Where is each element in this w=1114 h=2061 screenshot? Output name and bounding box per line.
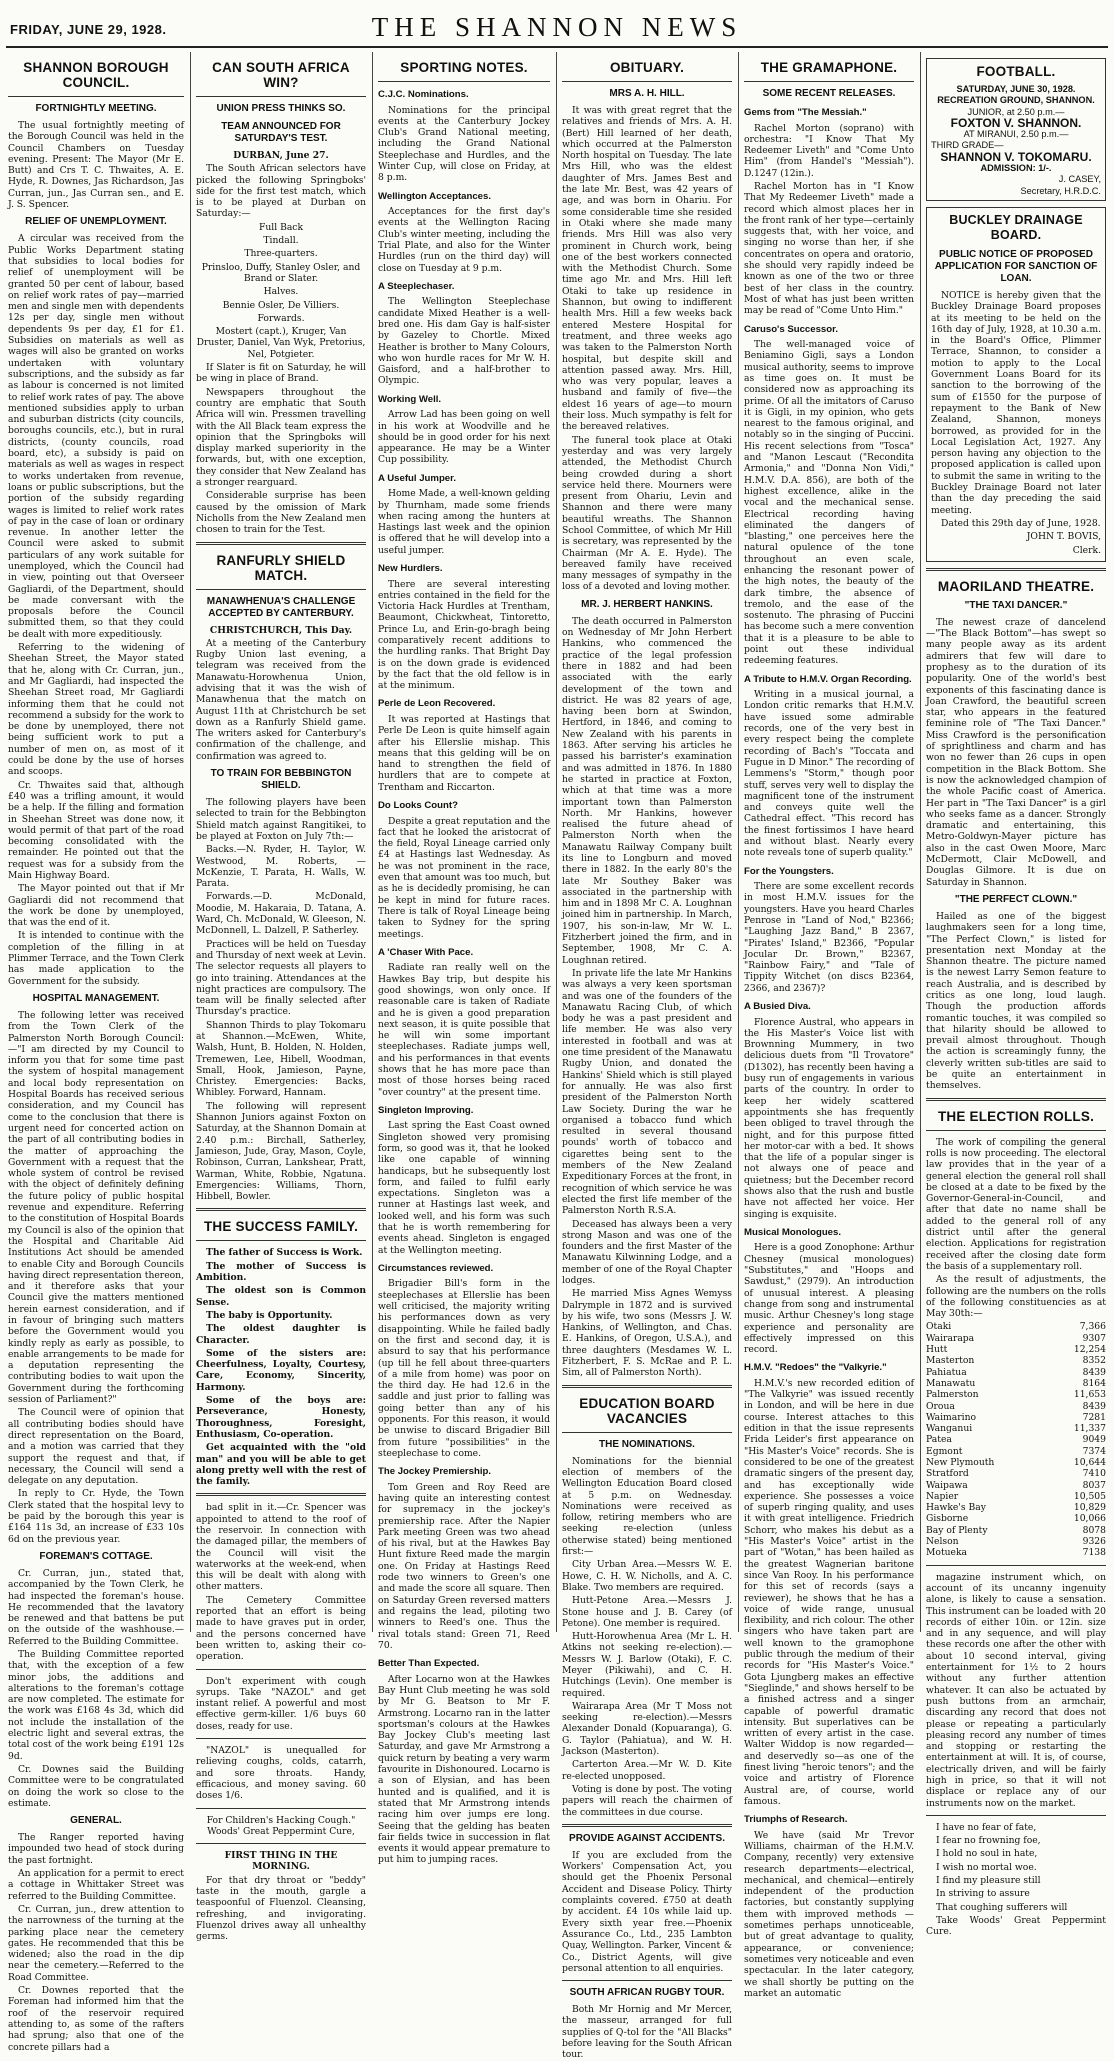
- paragraph: An application for a permit to erect a cottage in Whittaker Street was referred to the Building Committee.: [8, 1868, 184, 1902]
- paragraph: There are some excellent records in most H.M.V. issues for the youngsters. Have you heard Charles Penrose in "Land of Nod," B2366; "Laughing Jazz Band," B 2367, "Pirates' Island," B2366, "Popular Jocular Dr. Brown," B2367, "Rainbow Fairy," and "Tale of Tippity Witchet (on discs B2364, 2366, and 2367)?: [744, 881, 914, 994]
- paragraph: It was reported at Hastings that Perle De Leon is quite himself again after his Ellerslie mishap. This means that this gelding will be on hand to strengthen the field of hurdlers that are to compete at Trentham and Riccarton.: [378, 713, 550, 793]
- team-position: Halves.: [263, 286, 299, 298]
- constituency-name: Wairarapa: [926, 1332, 975, 1344]
- paragraph: There are several interesting entries contained in the field for the Victoria Hack Hurdles at Trentham, Beaumont, Chickwheat, Tintoretto, Prince Lu, and Erin-go-bragh being comparatively recent additions to the hurdling ranks. That Bright Day is on the down grade is evidenced by the fact that the old fellow is in at the minimum.: [378, 578, 550, 692]
- family-line: The oldest son is Common Sense.: [196, 1285, 366, 1308]
- paragraph: Newspapers throughout the country are emphatic that South Africa will win. Pressmen travelling with the All Black team express the opinion that the Springboks will display marked superiority in the forwards, but, with one exception, they consider that New Zealand has a stronger rearguard.: [196, 386, 366, 489]
- football-advert: [926, 58, 1106, 201]
- family-line: The oldest daughter is Character.: [196, 1323, 366, 1346]
- constituency-name: Nelson: [926, 1536, 959, 1548]
- subheading: Circumstances reviewed.: [378, 1262, 494, 1274]
- paragraph: Cr. Curran, jun., drew attention to the narrowness of the turning at the parking place near the cemetery gates. He recommended that this be widened; also the road in the dip near the cemetery.—Referred to the Road Committee.: [8, 1903, 184, 1983]
- constituency-name: Otaki: [926, 1321, 952, 1333]
- verse-line: I have no fear of fate,: [936, 1821, 1037, 1833]
- paragraph: Cr. Downes reported that the Foreman had informed him that the roof of the reservoir required attending to, as some of the rafters had sprung; also that one of the concrete pillars had a: [8, 1985, 184, 2053]
- paragraph: Considerable surprise has been caused by the omission of Mark Nicholls from the New Zealand men chosen to train for the Test.: [196, 490, 366, 536]
- paragraph: Arrow Lad has been going on well in his work at Woodville and he should be in good order for his next appearance. He may be a Winter Cup possibility.: [378, 409, 550, 466]
- subheading: Perle de Leon Recovered.: [378, 698, 496, 710]
- paragraph: Backs.—N. Ryder, H. Taylor, W. Westwood, M. Roberts, — McKenzie, T. Parata, H. Walls, W. Parata.: [196, 844, 366, 890]
- paragraph: The well-managed voice of Beniamino Gigli, says a London musical authority, seems to improve as time goes on. It must be considered now as approaching its prime. Of all the imitators of Caruso it is Gigli, in my opinion, who gets nearest to the famous original, and notably so in the singing of Puccini. His recent selections from "Tosca" and "Manon Lescaut ("Recondita Armonia," and "Donna Non Vidi," H.M.V. D.A. 856), are both of the highest excellence, alike in the vocal and the mechanical sense. Electrical recording having eliminated the dangers of "blasting," one perceives here the natural opulence of the tone throughout an even scale, enhancing the resonant power of the high notes, the beauty of the dark timbre, the absence of tremolo, and the ease of the sostenuto. The phrasing of Puccini has become such a mere convention that it is a pleasure to be able to point out these individual redeeming features.: [744, 339, 914, 667]
- verse-line: That coughing sufferers will: [936, 1901, 1068, 1913]
- table-row: [926, 1457, 1106, 1468]
- table-row: [926, 1525, 1106, 1536]
- paragraph: Writing in a musical journal, a London critic remarks that H.M.V. have issued some admirable records, one of the very best in every respect being the complete recording of Bach's "Toccata and Fugue in D Minor." The recording of Lemmens's "Storm," though poor stuff, serves very well to display the magnificent tone of the instrument and conveys quite well the Cathedral effect. "This record has the finest fortissimos I have heard and without blast. Nearly every note reveals tone of superb quality.": [744, 689, 914, 859]
- paragraph: Dated this 29th day of June, 1928.: [941, 517, 1101, 529]
- subheading: HOSPITAL MANAGEMENT.: [32, 992, 160, 1004]
- paragraph: As the result of adjustments, the following are the numbers on the rolls of the following constituencies as at May 30th:—: [926, 1274, 1106, 1320]
- headline: THE ELECTION ROLLS.: [937, 1108, 1095, 1124]
- paragraph: Last spring the East Coast owned Singleton showed very promising form, so good was it, that he looked like one capable of winning handicaps, but he subsequently lost form, and failed to fulfil early expectations. Singleton was a runner at Hastings last week, and looked well, and his form was such that he is worth remembering for events ahead. Singleton is engaged at the Wellington meeting.: [378, 1120, 550, 1256]
- verse-line: I find my pleasure still: [936, 1875, 1041, 1887]
- paragraph: City Urban Area.—Messrs W. E. Howe, C. H. W. Nicholls, and A. C. Blake. Two members are required.: [562, 1559, 732, 1593]
- election-rolls-table: [926, 1321, 1106, 1558]
- team-names: Bennie Osler, De Villiers.: [222, 299, 340, 311]
- roll-count: 7,366: [1079, 1321, 1106, 1333]
- paragraph: Shannon Thirds to play Tokomaru at Shannon.—McEwen, White, Walsh, Hunt, B. Holden, N. Holden, Tremewen, Lee, Hibell, Woodman, Small, Hook, Jamieson, Payne, Christey. Emergencies: Backs, Whibley. Forward, Hannam.: [196, 1019, 366, 1099]
- paragraph: The newest craze of dancelend—"The Black Bottom"—has swept so many people away as its ardent admirers that few will dare to prophesy as to the duration of its popularity. One of the world's best exponents of this fascinating dance is Joan Crawford, the beautiful screen star, who appears in the featured feminine role of "The Taxi Dancer." Miss Crawford is the personification of sprightliness and charm and has won no fewer than 26 cups in open competition in the Black Bottom. She is now the acknowledged champion of the whole Pacific coast of America. Her part in "The Taxi Dancer" is a girl who seeks fame as a dancer. Strongly dramatic and entertaining, this Metro-Goldwyn-Mayer picture has also in the cast Owen Moore, Marc McDermott, Clair McDowell, and Douglas Gilmore. It is due on Saturday in Shannon.: [926, 616, 1106, 888]
- paragraph: It was with great regret that the relatives and friends of Mrs. A. H. (Bert) Hill learned of her death, which occurred at the Palmerston North hospital on Tuesday. The late Mrs Hill, who was the eldest daughter of Mrs. James Best and the late Mr. Best, was 42 years of age, and was born in Ohariu. For some considerable time she resided in Otaki where she made many friends. Mrs Hill was also very prominent in Church work, being one of the best workers connected with the Methodist Church. Some time ago Mr. and Mrs. Hill left Otaki to take up residence in Shannon, but owing to indifferent health Mrs. Hill a few weeks back entered Mestere Hospital for treatment, and three weeks ago was taken to the Palmerston North hospital, but despite skill and attention passed away. Mrs. Hill, who was very popular, leaves a husband and family of five—the eldest 16 years of age—to mourn their loss. Much sympathy is felt for the bereaved relatives.: [562, 105, 732, 433]
- advert-line: AT MIRANUI, 2.50 p.m.—: [963, 129, 1069, 140]
- paragraph: At a meeting of the Canterbury Rugby Union last evening, a telegram was received from the Manawatu-Horowhenua Union, advising that it was the wish of Manawhenua that the match on August 11th at Christchurch be set down as a Ranfurly Shield game. The writers asked for Canterbury's confirmation of the challenge, and confirmation was agreed to.: [196, 637, 366, 762]
- subheading: Singleton Improving.: [378, 1104, 474, 1116]
- column-south-africa: [196, 52, 366, 1943]
- paragraph: It is intended to continue with the completion of the filling in at Plimmer Terrace, and the Town Clerk has made application to the Government for the subsidy.: [8, 930, 184, 987]
- team-names: Prinsloo, Duffy, Stanley Osler, and Brand or Slater.: [201, 261, 361, 284]
- subheading: For the Youngsters.: [744, 865, 834, 877]
- constituency-name: Pahiatua: [926, 1366, 967, 1378]
- paragraph: The Cemetery Committee reported that an effort is being made to have graves put in order, and the persons concerned have been written to, asking their co-operation.: [196, 1594, 366, 1663]
- team-position: Forwards.: [257, 312, 305, 324]
- paragraph: NOTICE is hereby given that the Buckley Drainage Board proposes at its meeting to be held on the 16th day of July, 1928, at 10.30 a.m. in the Board's Office, Plimmer Terrace, Shannon, to consider a motion to apply to the Local Government Loans Board for its sanction to the borrowing of the sum of £1550 for the purpose of repayment to the Bank of New Zealand, Shannon, moneys borrowed, as provided for in the Local Legislation Act, 1927. Any person having any objection to the proposed application is called upon to submit the same in writing to the Buckley Drainage Board not later than the day preceding the said meeting.: [931, 289, 1101, 516]
- headline: FOOTBALL.: [976, 64, 1056, 79]
- subheading: Caruso's Successor.: [744, 323, 839, 335]
- subheading: H.M.V. "Redoes" the "Valkyrie.": [744, 1362, 887, 1374]
- advert-line: Secretary, H.R.D.C.: [1020, 185, 1101, 196]
- roll-count: 9049: [1082, 1434, 1106, 1446]
- subheading: Wellington Acceptances.: [378, 190, 492, 202]
- roll-count: 10,829: [1073, 1502, 1106, 1514]
- paragraph: Home Made, a well-known gelding by Thurnham, made some friends when racing among the hunters at Hastings last week and the opinion is offered that he will develop into a useful jumper.: [378, 488, 550, 556]
- subheading: Gems from "The Messiah.": [744, 107, 867, 118]
- roll-count: 8164: [1082, 1377, 1106, 1389]
- advert-line: ADMISSION: 1/-.: [980, 163, 1052, 174]
- subheading: New Hurdlers.: [378, 563, 443, 574]
- table-row: [926, 1401, 1106, 1412]
- paragraph: The Building Committee reported that, with the exception of a few minor jobs, the additions and alterations to the foreman's cottage are now completed. The estimate for the work was £168 4s 3d, which did not include the installation of the electric light and several extras, the total cost of the work being £191 12s 9d.: [8, 1649, 184, 1762]
- paragraph: The following letter was received from the Town Clerk of the Palmerston North Borough Council:—"I am directed by my Council to inform you that for some time past the system of hospital management and local body representation on Hospital Boards has received serious consideration, and my Council has come to the conclusion that there is urgent need for concerted action on the part of all contributing bodies in the matter of approaching the Government with a request that the whole system of control be revised with the object of definitely defining the future policy of public hospital revenue and expenditure. Referring to the constitution of Hospital Boards my Council is also of the opinion that the Hospital and Charitable Aid Institutions Act should be amended to enable City and Borough Councils having direct representation thereon, and it therefore asks that your Council give the matters mentioned herein earnest consideration, and if in favour of bringing such matters before the Government would you kindly reply as early as possible, to enable arrangements to be made for a deputation representing the contributing bodies to wait upon the Government during the forthcoming session of Parliament?": [8, 1009, 184, 1406]
- masthead-rule: [6, 46, 1108, 48]
- headline: EDUCATION BOARD VACANCIES: [579, 1395, 715, 1426]
- advert-nazol: "NAZOL" is unequalled for relieving coughs, colds, catarrh, and sore throats. Handy, efficacious, and money saving. 60 doses 1/6.: [196, 1745, 366, 1802]
- roll-count: 9326: [1082, 1536, 1106, 1548]
- masthead: [0, 0, 1114, 46]
- paragraph: The Ranger reported having impounded two head of stock during the past fortnight.: [8, 1832, 184, 1866]
- paragraph: In private life the late Mr Hankins was always a very keen sportsman and was one of the founders of the Manawatu Racing Club, of which body he was a past president and life member. He was also very interested in football and was at one time president of the Manawatu Rugby Union, and donated the Hankins' Shield which is still played for annually. He was also first president of the Palmerston North Law Society. During the war he organised a tobacco fund which resulted in several thousand pounds' worth of tobacco and cigarettes being sent to the members of the New Zealand Expeditionary Forces at the front, in recognition of which service he was elected the first life member of the Palmerston North R.S.A.: [562, 967, 732, 1217]
- constituency-name: Napier: [926, 1490, 959, 1502]
- verse-line: I hold no soul in hate,: [936, 1848, 1038, 1860]
- dateline: DURBAN, June 27.: [233, 150, 329, 161]
- paragraph: If Slater is fit on Saturday, he will be wing in place of Brand.: [196, 362, 366, 385]
- subheading: "THE PERFECT CLOWN.": [954, 893, 1078, 905]
- subheading: A Steeplechaser.: [378, 280, 455, 292]
- signature-title: Clerk.: [1072, 544, 1101, 556]
- paragraph: If you are excluded from the Workers' Compensation Act, you should get the Phoenix Personal Accident and Disease Policy. Thirty complaints covered. £750 at death by accident. £4 10s while laid up. Every sixth year free.—Phoenix Assurance Co., Ltd., 235 Lambton Quay, Wellington. Parker, Vincent & Co., District Agents, will give personal attention to all enquiries.: [562, 1849, 732, 1974]
- column-notices: [926, 52, 1106, 1938]
- roll-count: 8078: [1082, 1524, 1106, 1536]
- advert-line: RECREATION GROUND, SHANNON.: [937, 95, 1095, 106]
- subheading: THE NOMINATIONS.: [599, 1438, 695, 1450]
- column-sporting-notes: [378, 52, 550, 1866]
- subheading: Better Than Expected.: [378, 1658, 480, 1670]
- paragraph: The Mayor pointed out that if Mr Gagliardi did not recommend that the work be done by unemployed, that was the end of it.: [8, 883, 184, 929]
- subheading: A Useful Jumper.: [378, 472, 457, 484]
- table-row: [926, 1355, 1106, 1366]
- headline: RANFURLY SHIELD MATCH.: [216, 552, 346, 583]
- constituency-name: Wanganui: [926, 1423, 973, 1435]
- column-gramaphone: [744, 52, 914, 1999]
- team-names: Tindall.: [263, 235, 299, 247]
- roll-count: 9307: [1082, 1332, 1106, 1344]
- subheading: RELIEF OF UNEMPLOYMENT.: [25, 216, 167, 228]
- subheading: SOUTH AFRICAN RUGBY TOUR.: [569, 1987, 725, 1999]
- family-line: Some of the sisters are: Cheerfulness, Loyalty, Courtesy, Care, Economy, Sincerity, Harmony.: [196, 1347, 366, 1393]
- paragraph: Cr. Downes said the Building Committee were to be congratulated on doing the work so close to the estimate.: [8, 1763, 184, 1809]
- roll-count: 8439: [1082, 1366, 1106, 1378]
- constituency-name: Hutt: [926, 1344, 948, 1356]
- subheading: MRS A. H. HILL.: [609, 88, 685, 99]
- table-row: [926, 1536, 1106, 1547]
- table-row: [926, 1547, 1106, 1558]
- advert-line: SHANNON V. TOKOMARU.: [940, 149, 1092, 164]
- headline: SHANNON BOROUGH COUNCIL.: [23, 60, 169, 90]
- paragraph: The usual fortnightly meeting of the Borough Council was held in the Council Chambers on Tuesday evening. Present: The Mayor (Mr E. Butt) and Crs T. C. Thwaites, A. E. Hyde, R. Downes, Jas Richardson, Jas Curran, jun., Jas Curran sen., and E. J. S. Spencer.: [8, 120, 184, 211]
- advert-line: J. CASEY,: [1058, 174, 1101, 185]
- family-line: Some of the boys are: Perseverance, Honesty, Thoroughness, Foresight, Enthusiasm, Co-operation.: [196, 1395, 366, 1440]
- paragraph: Rachel Morton (soprano) with orchestra: "I Know That My Redeemer Liveth" and "Come Unto Him" (from Handel's "Messiah"). D.1247 (12in.).: [744, 122, 914, 179]
- constituency-name: Stratford: [926, 1468, 969, 1480]
- team-position: Three-quarters.: [244, 248, 318, 260]
- constituency-name: New Plymouth: [926, 1456, 995, 1468]
- table-row: [926, 1423, 1106, 1434]
- paragraph: After Locarno won at the Hawkes Bay Hunt Club meeting he was sold by Mr G. Beatson to Mr F. Armstrong. Locarno ran in the latter sportsman's colours at the Hawkes Bay Jockey Club's meeting last Saturday, and gave Mr Armstrong a quick return by beating a very warm favourite in Dishonoured. Locarno is a son of Elysian, and has been hunted and is qualified, and it is stated that Mr Armstrong intends racing him over jumps ere long. Seeing that the gelding has beaten fair fields twice in succession in flat events it would appear premature to put him to jumping races.: [378, 1673, 550, 1866]
- constituency-name: Palmerston: [926, 1389, 979, 1401]
- subheading: FORTNIGHTLY MEETING.: [35, 103, 157, 114]
- advert-heading: FIRST THING IN THE MORNING.: [224, 1850, 338, 1873]
- table-row: [926, 1491, 1106, 1502]
- paragraph: H.M.V.'s new recorded edition of "The Valkyrie" was issued recently in London, and will be here in due course. Interest attaches to this edition in that the issue represents Frida Leider's first appearance on "His Master's Voice" records. She is considered to be one of the greatest dramatic singers of the present day, and has exceptionally wide experience. She possesses a voice of superb ringing quality, and uses it with great intelligence. Friedrich Schorr, who makes his debut as a "His Master's Voice" artist in the part of "Wotan," has been hailed as the greatest Wagnerian baritone since Van Rooy. In his performance for this set of records (says a reviewer), he shows that he has a voice of wide range, unusual flexibility, and rich colour. The other singers who have taken part are well known to the gramophone public through the medium of their records for "His Master's Voice." Gota Ljungberg makes an effective "Sieglinde," and shows herself to be a finished actress and a singer capable of powerful dramatic intensity. But superlatives can be written of every artist in the case. Walter Widdop is now regarded—and deservedly so—as one of the finest living "heroic tenors"; and the voice and artistry of Florence Austral are, of course, world famous.: [744, 1377, 914, 1807]
- table-row: [926, 1513, 1106, 1524]
- paragraph: The Council were of opinion that all contributing bodies should have direct representation on the Board, and a motion was carried that they support the request and that, if necessary, the Council will send a delegate on any deputation.: [8, 1407, 184, 1487]
- paragraph: Cr. Curran, jun., stated that, accompanied by the Town Clerk, he had inspected the foreman's house. He recommended that the lavatory be renewed and that battens be put on the outside of the washhouse.—Referred to the Building Committee.: [8, 1567, 184, 1647]
- roll-count: 10,644: [1073, 1456, 1106, 1468]
- table-row: [926, 1468, 1106, 1479]
- paragraph: Referring to the widening of Sheehan Street, the Mayor stated that he, along with Cr. Curran, jun., and Mr Gagliardi, had inspected the Sheehan Street road, Mr Gagliardi informing them that he could not recommend a subsidy for the work to be done by unemployed, there not being sufficient work to put a number of men on, as most of it could be done by the use of horses and scoops.: [8, 642, 184, 778]
- subheading: MR. J. HERBERT HANKINS.: [581, 598, 713, 610]
- subheading: GENERAL.: [70, 1815, 122, 1827]
- roll-count: 8439: [1082, 1400, 1106, 1412]
- paragraph: In reply to Cr. Hyde, the Town Clerk stated that the hospital levy to be paid by the borough this year is £164 11s 3d, an increase of £33 10s 6d on the previous year.: [8, 1488, 184, 1545]
- headline: SPORTING NOTES.: [400, 60, 528, 75]
- paragraph: He married Miss Agnes Wemyss Dalrymple in 1872 and is survived by his wife, two sons (Messrs J. W. Hankins, of Wellington, and Chas. E. Hankins, of Oregon, U.S.A.), and three daughters (Mesdames W. L. Fitzherbert, F. S. McRae and P. L. Sim, all of Palmerston North).: [562, 1288, 732, 1379]
- column-borough-council: [8, 52, 184, 2053]
- paragraph: Acceptances for the first day's events at the Wellington Racing Club's winter meeting, including the Trial Plate, and also for the Winter Hurdles (run on the third day) will close on Tuesday at 9 p.m.: [378, 206, 550, 274]
- paragraph: The death occurred in Palmerston on Wednesday of Mr John Herbert Hankins, who commenced the practice of the legal profession there in 1882 and had been associated with the early development of the town and district. He was 82 years of age, having been born at Swindon, Hertford, in 1846, and coming to New Zealand with his parents in 1863. After serving his articles he passed his barrister's examination and was admitted in 1876. In 1880 he started in practice at Foxton, which at that time was a more important town than Palmerston North. Mr Hankins, however realised the future ahead of Palmerston North when the Manawatu Railway Company built its line to Longburn and moved there in 1882. In the early 80's the late Mr Southey Baker was associated in the partnership with him and in 1898 Mr C. A. Loughnan joined him in partnership. In March, 1907, his son-in-law, Mr W. L. Fitzherbert joined the firm, and in September, 1908, Mr C. A. Loughnan retired.: [562, 615, 732, 966]
- column-divider: [190, 52, 191, 1632]
- verse-line: I fear no frowning foe,: [936, 1835, 1041, 1847]
- paragraph: Cr. Thwaites said that, although £40 was a trifling amount, it would be a help. If the filling and formation in Sheehan Street was done now, it would permit of that part of the road becoming consolidated with the remainder. He pointed out that the request was for a subsidy from the Main Highway Board.: [8, 779, 184, 881]
- column-divider: [372, 52, 373, 1632]
- column-divider: [738, 52, 739, 1632]
- subheading: Triumphs of Research.: [744, 1814, 848, 1826]
- subheading: C.J.C. Nominations.: [378, 89, 469, 100]
- paragraph: The following players have been selected to train for the Bebbington Shield match against Rangitikei, to be played at Foxton on July 7th:—: [196, 797, 366, 842]
- paragraph: Despite a great reputation and the fact that he looked the aristocrat of the field, Royal Lineage carried only £4 at Hastings last Wednesday. As he was not prominent in the race, even that amount was too much, but as he is decidedly promising, he can be kept in mind for future races. There is talk of Royal Lineage being taken to Sydney for the spring meetings.: [378, 815, 550, 940]
- paragraph: The South African selectors have picked the following Springboks' side for the first test match, which is to be played at Durban on Saturday:—: [196, 163, 366, 220]
- dateline: CHRISTCHURCH, This Day.: [209, 624, 353, 636]
- roll-count: 8037: [1082, 1479, 1106, 1491]
- paragraph: Florence Austral, who appears in the His Master's Voice list with Brownning Mummery, in two delicious duets from "Il Trovatore" (D1302), has recently been having a busy run of engagements in various parts of the country. In order to keep her widely scattered appointments she has frequently been obliged to travel through the night, and for this purpose fitted her motor-car with a bed. It shows that the life of a popular singer is not always one of peace and quietness; but the December record shows also that the rush and bustle have not affected her voice. Her singing is exquisite.: [744, 1016, 914, 1220]
- column-divider: [556, 52, 557, 1632]
- table-row: [926, 1344, 1106, 1355]
- subheading: "THE TAXI DANCER.": [964, 599, 1068, 611]
- constituency-name: Masterton: [926, 1355, 975, 1367]
- paragraph: Voting is done by post. The voting papers will reach the chairmen of the committees in due course.: [562, 1783, 732, 1818]
- advert-nazol: Don't experiment with cough syrups. Take "NAZOL" and get instant relief. A powerful and most effective germ-killer. 1/6 buys 60 doses, ready for use.: [196, 1675, 366, 1732]
- table-row: [926, 1446, 1106, 1457]
- paragraph: Hailed as one of the biggest laughmakers seen for a long time, "The Perfect Clown," is listed for presentation next Monday at the Shannon theatre. The picture named is the newest Larry Semon feature to reach Australia, and is described by critics as one long, loud laugh. Though the production affords romantic touches, it was compiled so that hilarity should be allowed to prevail almost throughout. Though the action is screamingly funny, the cleverly written sub-titles are said to be quite an entertainment in themselves.: [926, 910, 1106, 1092]
- roll-count: 7374: [1082, 1445, 1106, 1457]
- constituency-name: Hawke's Bay: [926, 1502, 986, 1514]
- paragraph: Both Mr Hornig and Mr Mercer, the masseur, arranged for full supplies of Q-tol for the "All Blacks" before leaving for the South African tour.: [562, 2004, 732, 2061]
- advert-woods: For Children's Hacking Cough." Woods' Great Peppermint Cure,: [206, 1814, 356, 1837]
- roll-count: 11,337: [1073, 1423, 1106, 1435]
- paragraph: Tom Green and Roy Reed are having quite an interesting contest for supremacy in the jockey's premiership race. After the Napier Park meeting Green was two ahead of his rival, but at the Hawkes Bay Hunt fixture Reed made the margin one. On Friday at Hastings Reed rode two winners to Green's one and made the score all square. Then on Saturday Green reversed matters and regains the lead, piloting two winners to Reed's one. Thus the rival totals stand: Green 71, Reed 70.: [378, 1481, 550, 1651]
- paragraph: Deceased has always been a very strong Mason and was one of the founders and the first Master of the Manawatu Kilwinning Lodge, and a member of one of the Royal Chapter lodges.: [562, 1218, 732, 1286]
- subheading: A Busied Diva.: [744, 1001, 811, 1013]
- paragraph: Forwards.—D. McDonald, Moodie, M. Hakaraia, D. Tatana, A. Ward, Ch. McDonald, W. Gleeson, N. McDonnell, L. Dalzell, P. Satherley.: [196, 891, 366, 937]
- subheading: A 'Chaser With Pace.: [378, 946, 474, 958]
- constituency-name: Manawatu: [926, 1377, 976, 1389]
- team-names: Mostert (capt.), Kruger, Van Druster, Daniel, Van Wyk, Pretorius, Nel, Potgieter.: [196, 326, 366, 360]
- subheading: TO TRAIN FOR BEBBINGTON SHIELD.: [210, 768, 352, 792]
- paragraph: Wairarapa Area (Mr T Moss not seeking re-election).—Messrs Alexander Donald (Kopuaranga), G. G. Taylor (Pahiatua), and W. H. Jackson (Masterton).: [562, 1700, 732, 1758]
- roll-count: 7138: [1082, 1547, 1106, 1559]
- headline: THE SUCCESS FAMILY.: [203, 1219, 359, 1235]
- subheading: UNION PRESS THINKS SO.: [216, 103, 346, 114]
- table-row: [926, 1367, 1106, 1378]
- table-row: [926, 1434, 1106, 1445]
- family-line: The father of Success is Work.: [206, 1247, 363, 1259]
- constituency-name: Waimarino: [926, 1411, 977, 1423]
- table-row: [926, 1321, 1106, 1332]
- column-divider: [920, 52, 921, 1632]
- paragraph: The Wellington Steeplechase candidate Mixed Heather is a well-bred one. His dam Gay is half-sister by Gazeley to Chortle. Mixed Heather is brother to Many Colours, who won hurdle races for Mr W. H. Gaisford, and a half-brother to Olympic.: [378, 296, 550, 387]
- headline: BUCKLEY DRAINAGE BOARD.: [949, 212, 1083, 242]
- paragraph: Hutt-Petone Area.—Messrs J. Stone house and J. B. Carey (of Petone). One member is required.: [562, 1595, 732, 1629]
- constituency-name: Bay of Plenty: [926, 1524, 988, 1536]
- roll-count: 12,254: [1073, 1344, 1106, 1356]
- paragraph: Brigadier Bill's form in the steeplechases at Ellerslie has been well criticised, the majority writing his performances down as very disappointing. While he failed badly on the first and second day, it is absurd to say that his performance (up till he fell about three-quarters of a mile from home) was poor on the third day. He had 12.6 in the saddle and just prior to falling was going better than any of his opponents. For this reason, it would be unwise to discard Brigadier Bill from future "possibilities" in the steeplechase to come.: [378, 1278, 550, 1459]
- subheading: SOME RECENT RELEASES.: [762, 88, 896, 99]
- signature: JOHN T. BOVIS,: [1026, 531, 1101, 543]
- paragraph: Radiate ran really well on the Hawkes Bay trip, but despite his good showings, won only once. If reasonable care is taken of Radiate and he is given a good preparation next season, it is quite possible that he will win some important steeplechases. Radiate jumps well, and his performances in that events shows that he has more pace than most of those horses being raced "over country" at the present time.: [378, 962, 550, 1098]
- constituency-name: Oroua: [926, 1400, 955, 1412]
- constituency-name: Gisborne: [926, 1513, 969, 1525]
- column-obituary: [562, 52, 732, 2061]
- subheading: FOREMAN'S COTTAGE.: [39, 1550, 153, 1562]
- paragraph: Carterton Area.—Mr W. D. Kite re-elected unopposed.: [562, 1759, 732, 1782]
- table-row: [926, 1378, 1106, 1389]
- subheading: Do Looks Count?: [378, 800, 458, 812]
- paragraph: bad split in it.—Cr. Spencer was appointed to attend to the roof of the reservoir. In connection with the damaged pillar, the members of the Council will visit the waterworks at the week-end, when this will be dealt with along with other matters.: [196, 1502, 366, 1593]
- paragraph: Nominations for the biennial election of members of the Wellington Education Board closed at 5 p.m. on Wednesday. Nominations were received as follow, retiring members who are seeking re-election (unless otherwise stated) being mentioned first:—: [562, 1455, 732, 1558]
- roll-count: 10,066: [1073, 1513, 1106, 1525]
- paragraph: The work of compiling the general rolls is now proceeding. The electoral law provides that in the year of a general election the general roll shall be closed at a date to be fixed by the Governor-General-in-Council, and after that date no name shall be added to the general roll of any district until after the general election. Applications for registration received after the closing date form the basis of a supplementary roll.: [926, 1136, 1106, 1272]
- advert-line: THIRD GRADE—: [931, 140, 1004, 151]
- advert-line: JUNIOR, at 2.50 p.m.—: [967, 106, 1065, 117]
- table-row: [926, 1389, 1106, 1400]
- paragraph: magazine instrument which, on account of its uncanny ingenuity alone, is likely to cause a sensation. This instrument can be loaded with 20 records of either 10in. or 12in. size and in any sequence, and will play these records one after the other with about 10 second interval, giving entertainment for 1½ to 2 hours without any further attention whatever. It can also be actuated by push buttons from an armchair, discarding any record that does not please or repeating a particularly pleasing record any number of times and stopping or restarting the entertainment at will. It is, of course, electrically driven, and will be fairly high in price, so that it will not displace or replace any of our instruments now on the market.: [926, 1571, 1106, 1809]
- verse-line: I wish no mortal woe.: [936, 1861, 1037, 1873]
- advert-line: FOXTON V. SHANNON.: [950, 115, 1082, 130]
- verse-line: Take Woods' Great Peppermint Cure.: [926, 1914, 1106, 1938]
- subheading: PROVIDE AGAINST ACCIDENTS.: [569, 1832, 725, 1844]
- headline: MAORILAND THEATRE.: [937, 578, 1095, 594]
- paragraph: Nominations for the principal events at the Canterbury Jockey Club's Grand National meeting, including the Grand National Steeplechase and Hurdles, and the Winter Cup, will close on Friday, at 8 p.m.: [378, 104, 550, 184]
- family-line: The baby is Opportunity.: [206, 1309, 333, 1321]
- paragraph: The funeral took place at Otaki yesterday and was very largely attended, the Methodist Church being crowded during a short service held there. Mourners were present from Ohariu, Levin and Shannon and there were many beautiful wreaths. The Shannon School Committee, of which Mr Hill is secretary, was represented by the Chairman (Mr A. E. Hyde). The bereaved family have received many messages of sympathy in the loss of a devoted and loving mother.: [562, 434, 732, 593]
- table-row: [926, 1412, 1106, 1423]
- roll-count: 11,653: [1073, 1389, 1106, 1401]
- paragraph: Practices will be held on Tuesday and Thursday of next week at Levin. The selector requests all players to go into training. Attendances at the night practices are compulsory. The team will be finally selected after Thursday's practice.: [196, 938, 366, 1018]
- family-line: The mother of Success is Ambition.: [196, 1260, 366, 1284]
- constituency-name: Patea: [926, 1434, 952, 1446]
- subheading: MANAWHENUA'S CHALLENGE ACCEPTED BY CANTERBURY.: [206, 595, 356, 619]
- verse-line: In striving to assure: [936, 1888, 1030, 1900]
- table-row: [926, 1480, 1106, 1491]
- roll-count: 10,505: [1073, 1490, 1106, 1502]
- team-position: Full Back: [258, 221, 304, 233]
- advert-fluenzol: For that dry throat or "beddy" taste in the mouth, gargle a teaspoonful of Fluenzol. Cleansing, refreshing, and invigorating. Fluenzol drives away all unhealthy germs.: [196, 1874, 366, 1943]
- table-row: [926, 1333, 1106, 1344]
- drainage-notice: [926, 207, 1106, 562]
- roll-count: 7281: [1082, 1411, 1106, 1423]
- newspaper-title: THE SHANNON NEWS: [371, 12, 743, 42]
- advert-line: SATURDAY, JUNE 30, 1928.: [956, 84, 1076, 94]
- subheading: The Jockey Premiership.: [378, 1466, 492, 1478]
- roll-count: 7410: [1082, 1468, 1106, 1480]
- paragraph: A circular was received from the Public Works Department stating that subsidies to local bodies for relief of unemployment will be granted 50 per cent of labour, based on relief work rates of pay—married men and single men with dependents 12s per day, single men without dependents 9s per day, £1 for £1. Subsidies on materials as well as wages will also be granted on works undertaken with voluntary subscriptions, and the subsidy as far as labour is concerned is not limited to relief work rates of pay. The above mentioned subsidies apply to urban and suburban districts (city councils, boroughs councils, etc.), but in rural districts, (county councils, road board, etc), a subsidy is paid on materials as well as wages in respect to works undertaken from revenue, loans or public subscriptions, but the portion of the subsidy regarding wages is limited to relief work rates of pay in the case of loan or ordinary revenue. In another letter the Council were asked to submit particulars of any work suitable for unemployed, which the Council had in view, pointing out that Overseer Gagliardi, of the Department, should be made conversant with the proposals before the Council submitted them, so that they could be dealt with more expeditiously.: [8, 233, 184, 640]
- paragraph: Here is a good Zonophone: Arthur Chesney (musical monologues) "Substitutes," and "Hoops and Sawdust," (2979). An introduction of unusual interest. A pleasing change from song and instrumental music. Arthur Chesney's long stage experience and personality are effectively impressed on this record.: [744, 1242, 914, 1356]
- subheading: TEAM ANNOUNCED FOR SATURDAY'S TEST.: [221, 121, 341, 144]
- constituency-name: Egmont: [926, 1445, 963, 1457]
- paragraph: We have (said Mr Trevor Williams, chairman of the H.M.V. Company, recently) very extensive research departments—electrical, mechanical, and chemical—entirely independent of the production factories, but constantly supplying them with improved methods —sometimes perhaps unnoticeable, but of great advantage to quality, appearance, or convenience; sometimes very noticeable and even spectacular. In the later category, we shall shortly be putting on the market an automatic: [744, 1829, 914, 1999]
- constituency-name: Motueka: [926, 1547, 968, 1559]
- paragraph: Rachel Morton has in "I Know That My Redeemer Liveth" made a record which almost places her in the front rank of her type—certainly suggests that, with her voice, and singing no worse than her, if she concentrates on opera and oratorio, she should very rapidly indeed be known as one of the two or three best of her class in the country. Most of what has just been written may be read of "Come Unto Him.": [744, 180, 914, 317]
- subheading: Musical Monologues.: [744, 1226, 842, 1238]
- family-line: Get acquainted with the "old man" and you will be able to get along pretty well with the rest of the family.: [196, 1442, 366, 1488]
- headline: OBITUARY.: [609, 60, 685, 75]
- paragraph: Hutt-Horowhenua Area (Mr L. H. Atkins not seeking re-election).—Messrs W. J. Barlow (Otaki), F. C. Meyer (Pikiwahi), and C. H. Hutchings (Levin). One member is required.: [562, 1631, 732, 1699]
- headline: CAN SOUTH AFRICA WIN?: [212, 60, 350, 90]
- subheading: Working Well.: [378, 393, 442, 405]
- subheading: A Tribute to H.M.V. Organ Recording.: [744, 673, 912, 685]
- headline: THE GRAMAPHONE.: [760, 60, 898, 75]
- table-row: [926, 1502, 1106, 1513]
- constituency-name: Waipawa: [926, 1479, 968, 1491]
- issue-date: FRIDAY, JUNE 29, 1928.: [10, 22, 167, 37]
- paragraph: The following will represent Shannon Juniors against Foxton on Saturday, at the Shannon Domain at 2.40 p.m.: Birchall, Satherley, Jamieson, Jude, Gray, Mason, Coyle, Robinson, Curran, Lankshear, Pratt, Warman, White, Robbie, Ngatuna. Emergencies: Williams, Thorn, Hibbell, Bowler.: [196, 1100, 366, 1203]
- roll-count: 8352: [1082, 1355, 1106, 1367]
- subheading: PUBLIC NOTICE OF PROPOSED APPLICATION FOR SANCTION OF LOAN.: [934, 248, 1098, 284]
